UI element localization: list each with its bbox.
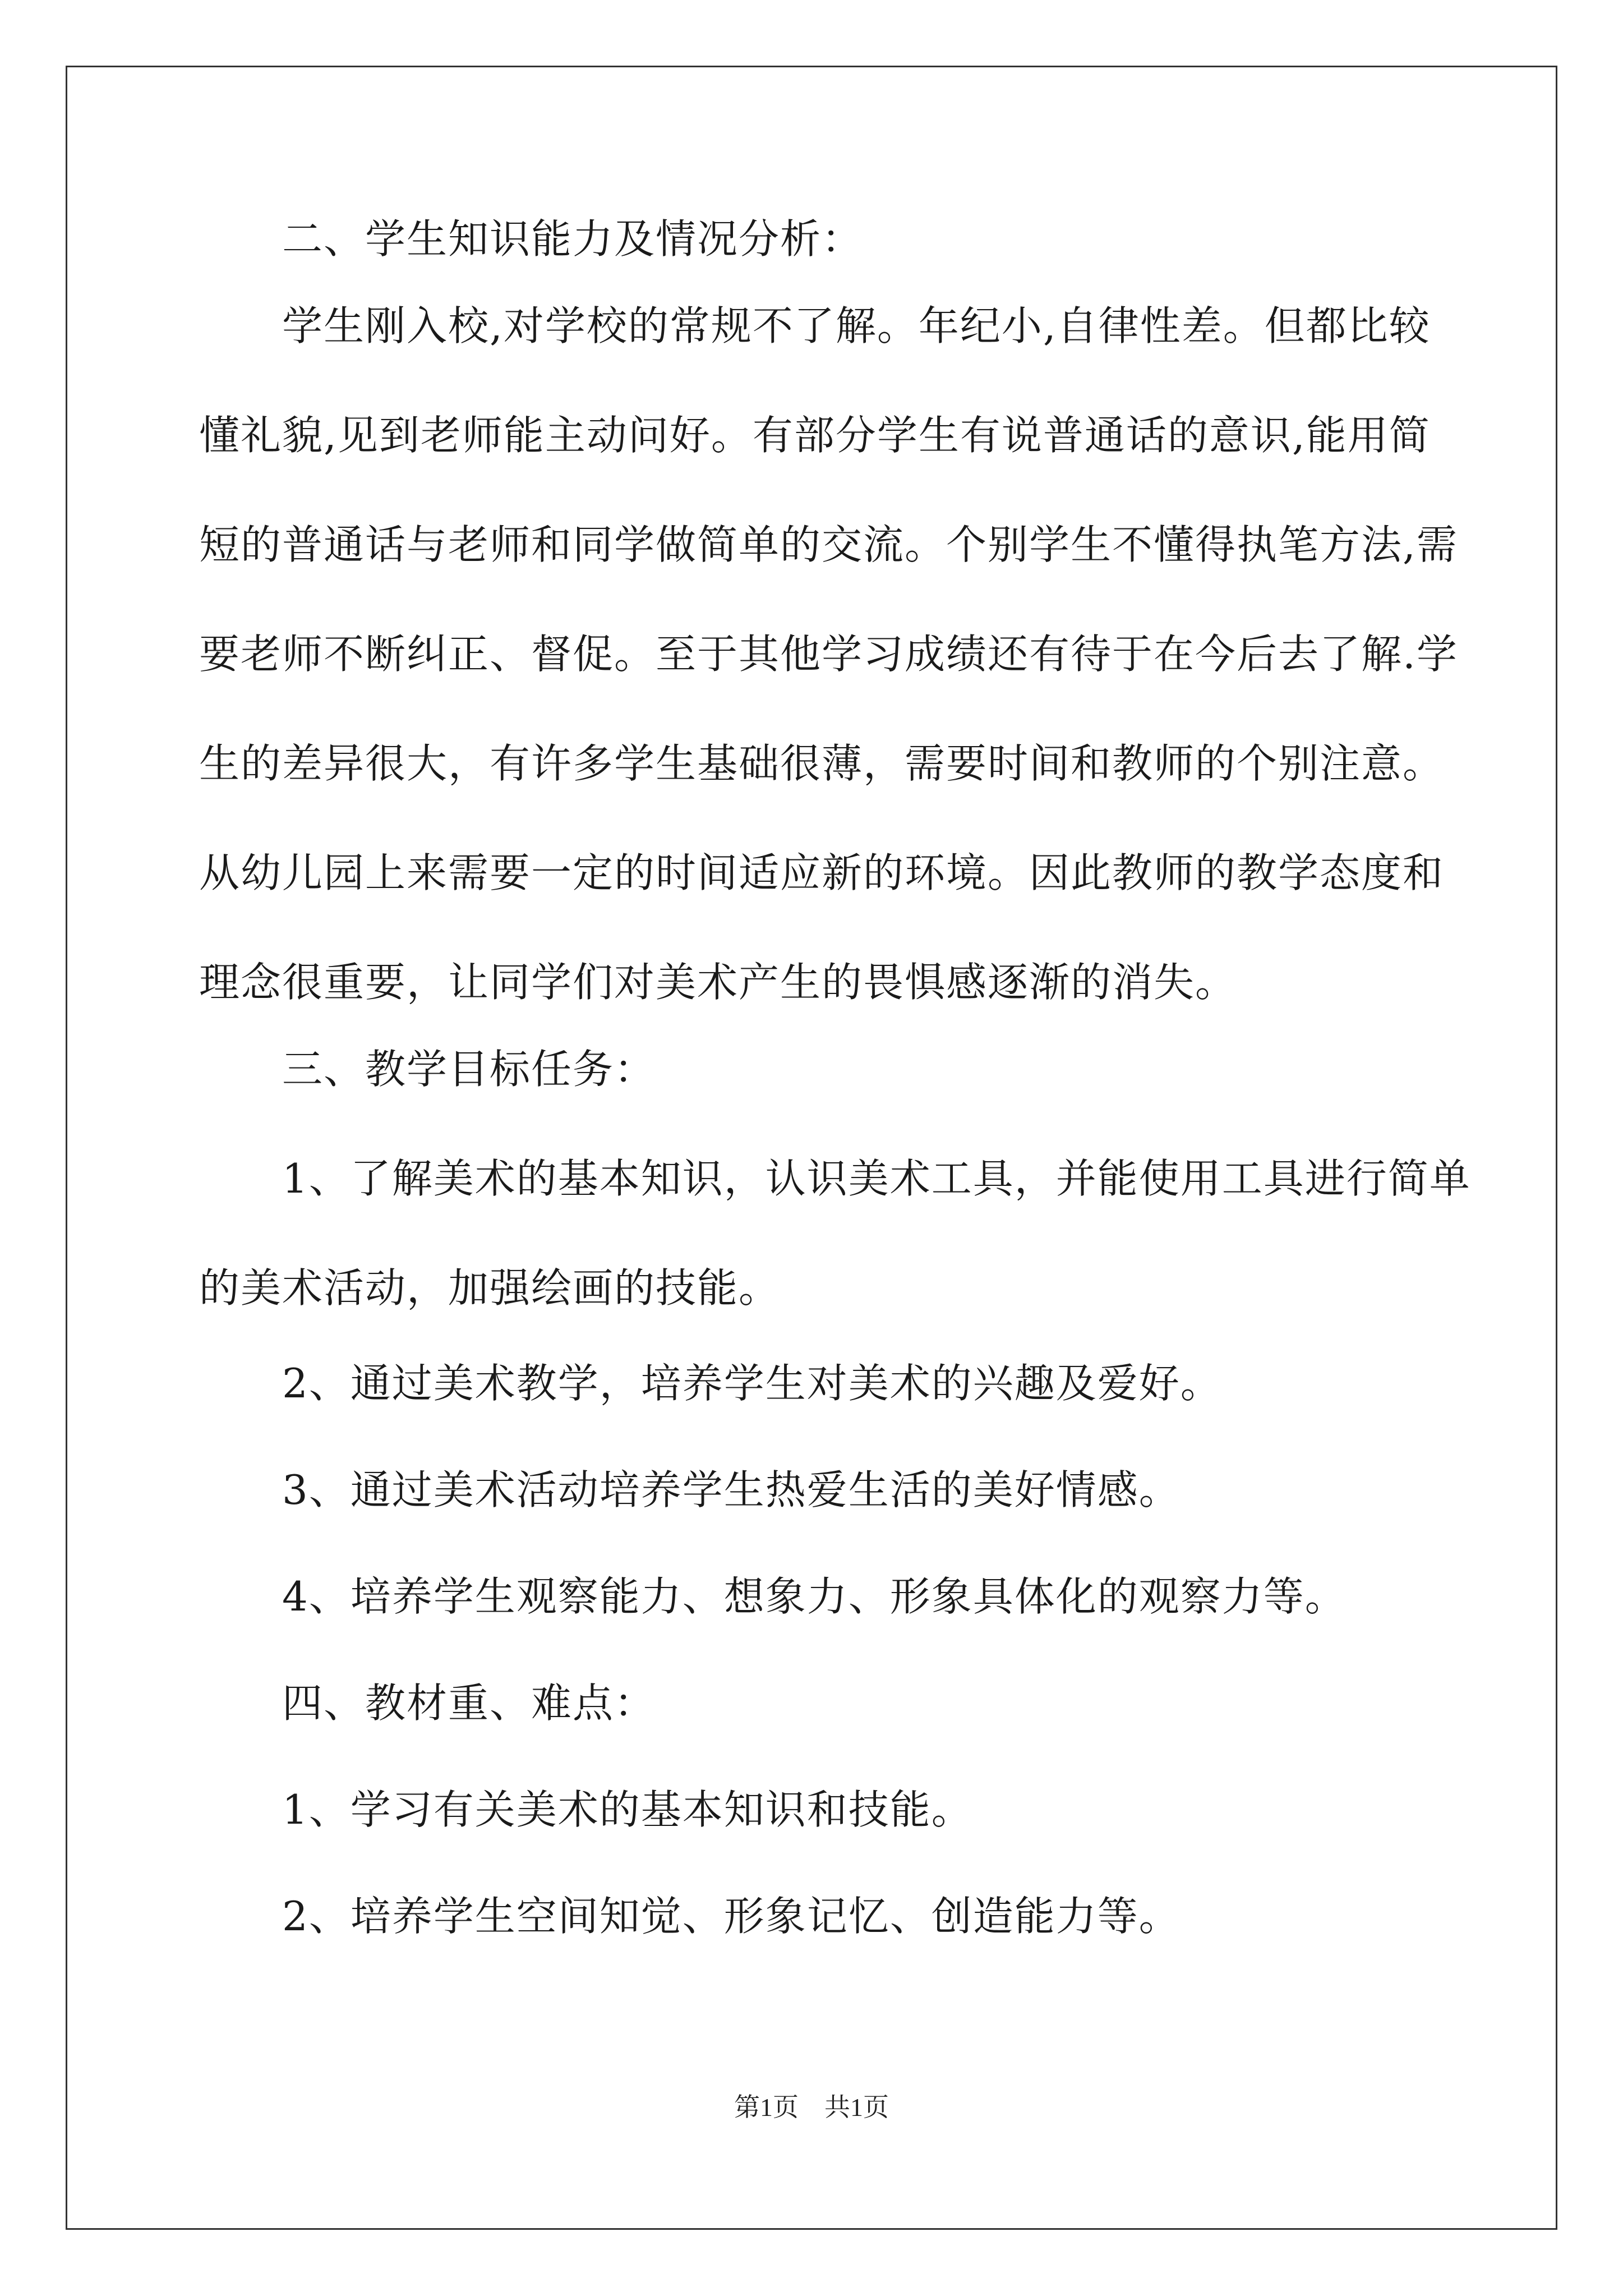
text-line: 要老师不断纠正、督促。至于其他学习成绩还有待于在今后去了解.学 xyxy=(199,631,1458,678)
text-line: 二、学生知识能力及情况分析： xyxy=(199,215,864,263)
text-line: 理念很重要，让同学们对美术产生的畏惧感逐渐的消失。 xyxy=(199,959,1237,1006)
text-line: 四、教材重、难点： xyxy=(199,1680,656,1727)
text-line: 2、培养学生空间知觉、形象记忆、创造能力等。 xyxy=(199,1893,1181,1940)
text-line: 2、通过美术教学，培养学生对美术的兴趣及爱好。 xyxy=(199,1360,1222,1407)
page-footer: 第1页 共1页 xyxy=(734,2093,889,2122)
text-line: 1、了解美术的基本知识，认识美术工具，并能使用工具进行简单 xyxy=(199,1155,1471,1202)
text-line: 学生刚入校,对学校的常规不了解。年纪小,自律性差。但都比较 xyxy=(199,302,1431,349)
text-line: 1、学习有关美术的基本知识和技能。 xyxy=(199,1786,973,1833)
text-line: 从幼儿园上来需要一定的时间适应新的环境。因此教师的教学态度和 xyxy=(199,849,1445,896)
text-line: 3、通过美术活动培养学生热爱生活的美好情感。 xyxy=(199,1466,1181,1513)
text-line: 4、培养学生观察能力、想象力、形象具体化的观察力等。 xyxy=(199,1573,1347,1620)
text-line: 生的差异很大，有许多学生基础很薄，需要时间和教师的个别注意。 xyxy=(199,740,1445,787)
text-line: 的美术活动，加强绘画的技能。 xyxy=(199,1264,781,1312)
text-line: 短的普通话与老师和同学做简单的交流。个别学生不懂得执笔方法,需 xyxy=(199,521,1458,568)
text-line: 懂礼貌,见到老师能主动问好。有部分学生有说普通话的意识,能用简 xyxy=(199,412,1431,459)
text-line: 三、教学目标任务： xyxy=(199,1046,656,1093)
